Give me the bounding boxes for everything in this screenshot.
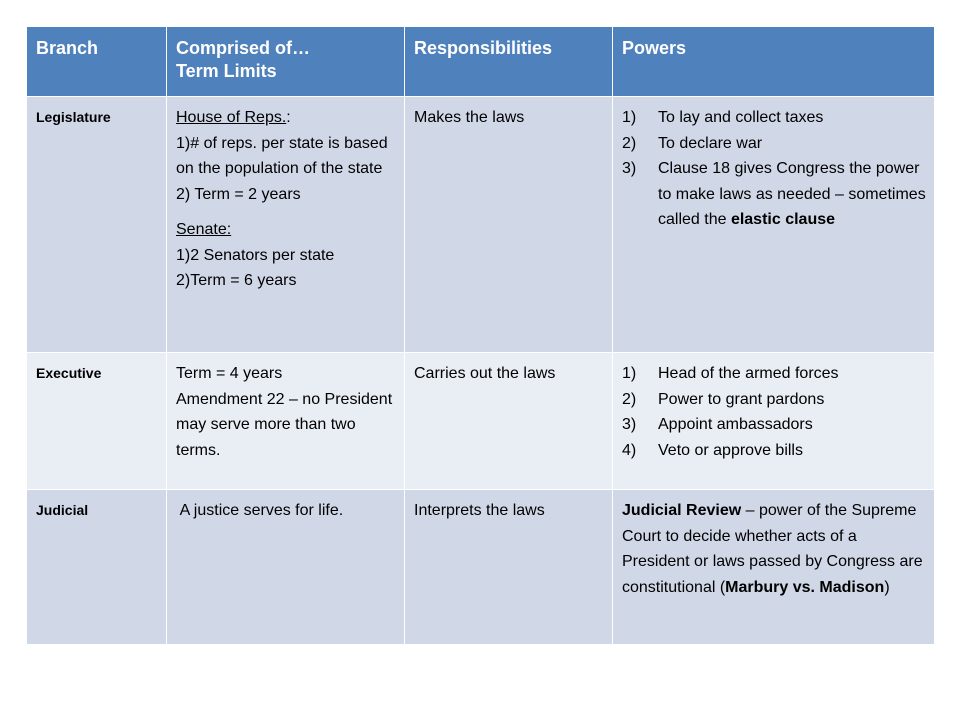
powers-cell <box>613 490 935 645</box>
list-text: To declare war <box>658 134 763 152</box>
house-title: House of Reps. <box>176 109 287 126</box>
house-heading <box>176 105 396 131</box>
header-comprised <box>167 27 405 97</box>
header-branch: Branch <box>27 27 167 97</box>
table-row-executive <box>27 353 935 490</box>
list-item <box>622 361 926 387</box>
marbury-case: Marbury vs. Madison <box>725 578 885 596</box>
branch-name: Legislature <box>27 97 167 353</box>
list-item <box>622 156 926 233</box>
list-text: Head of the armed forces <box>658 365 839 382</box>
closing-paren: ) <box>884 578 890 596</box>
responsibilities-cell: Interprets the laws <box>405 490 613 645</box>
list-item <box>622 105 926 131</box>
table-row-judicial <box>27 490 935 645</box>
header-comprised-line2: Term Limits <box>176 61 277 82</box>
branch-name: Executive <box>27 353 167 490</box>
list-item <box>622 131 926 157</box>
branches-table <box>26 26 935 645</box>
header-powers: Powers <box>613 27 935 97</box>
header-responsibilities: Responsibilities <box>405 27 613 97</box>
senate-line2: 2)Term = 6 years <box>176 272 297 289</box>
judicial-review-text: – power of the Supreme Court to decide whether acts of a President or laws passed by Congress are constitutional ( <box>622 502 923 596</box>
house-colon: : <box>286 109 291 126</box>
house-line1: 1)# of reps. per state is based on the population of the state <box>176 134 388 177</box>
list-number: 1) <box>622 109 637 126</box>
list-text: Appoint ambassadors <box>658 416 813 433</box>
powers-cell <box>613 353 935 490</box>
list-item <box>622 387 926 413</box>
list-item <box>622 412 926 438</box>
list-text: Clause 18 gives Congress the power to make laws as needed – sometimes called the <box>658 160 926 228</box>
list-text: Veto or approve bills <box>658 441 803 459</box>
comprised-cell <box>167 490 405 645</box>
powers-cell <box>613 97 935 353</box>
responsibilities-cell: Makes the laws <box>405 97 613 353</box>
list-item <box>622 438 926 464</box>
powers-list <box>622 105 926 233</box>
powers-list <box>622 361 926 463</box>
executive-term: Term = 4 years <box>176 365 283 382</box>
header-comprised-line1: Comprised of… <box>176 38 311 58</box>
list-number: 2) <box>622 134 637 152</box>
executive-amendment: Amendment 22 – no President may serve more than two terms. <box>176 390 393 459</box>
list-text: Power to grant pardons <box>658 390 825 408</box>
comprised-cell <box>167 353 405 490</box>
header-row <box>27 27 935 97</box>
judicial-review-term: Judicial Review <box>622 502 742 519</box>
branch-name: Judicial <box>27 490 167 645</box>
table-row-legislature <box>27 97 935 353</box>
list-number: 3) <box>622 160 637 177</box>
responsibilities-cell: Carries out the laws <box>405 353 613 490</box>
judicial-term: A justice serves for life. <box>176 502 344 519</box>
list-number: 3) <box>622 416 637 433</box>
elastic-clause: elastic clause <box>730 211 836 228</box>
list-number: 4) <box>622 441 637 459</box>
comprised-cell <box>167 97 405 353</box>
list-text: To lay and collect taxes <box>658 109 824 126</box>
list-number: 2) <box>622 390 637 408</box>
senate-title: Senate: <box>176 221 232 238</box>
house-line2: 2) Term = 2 years <box>176 185 301 203</box>
senate-line1: 1)2 Senators per state <box>176 246 335 264</box>
list-number: 1) <box>622 365 637 382</box>
